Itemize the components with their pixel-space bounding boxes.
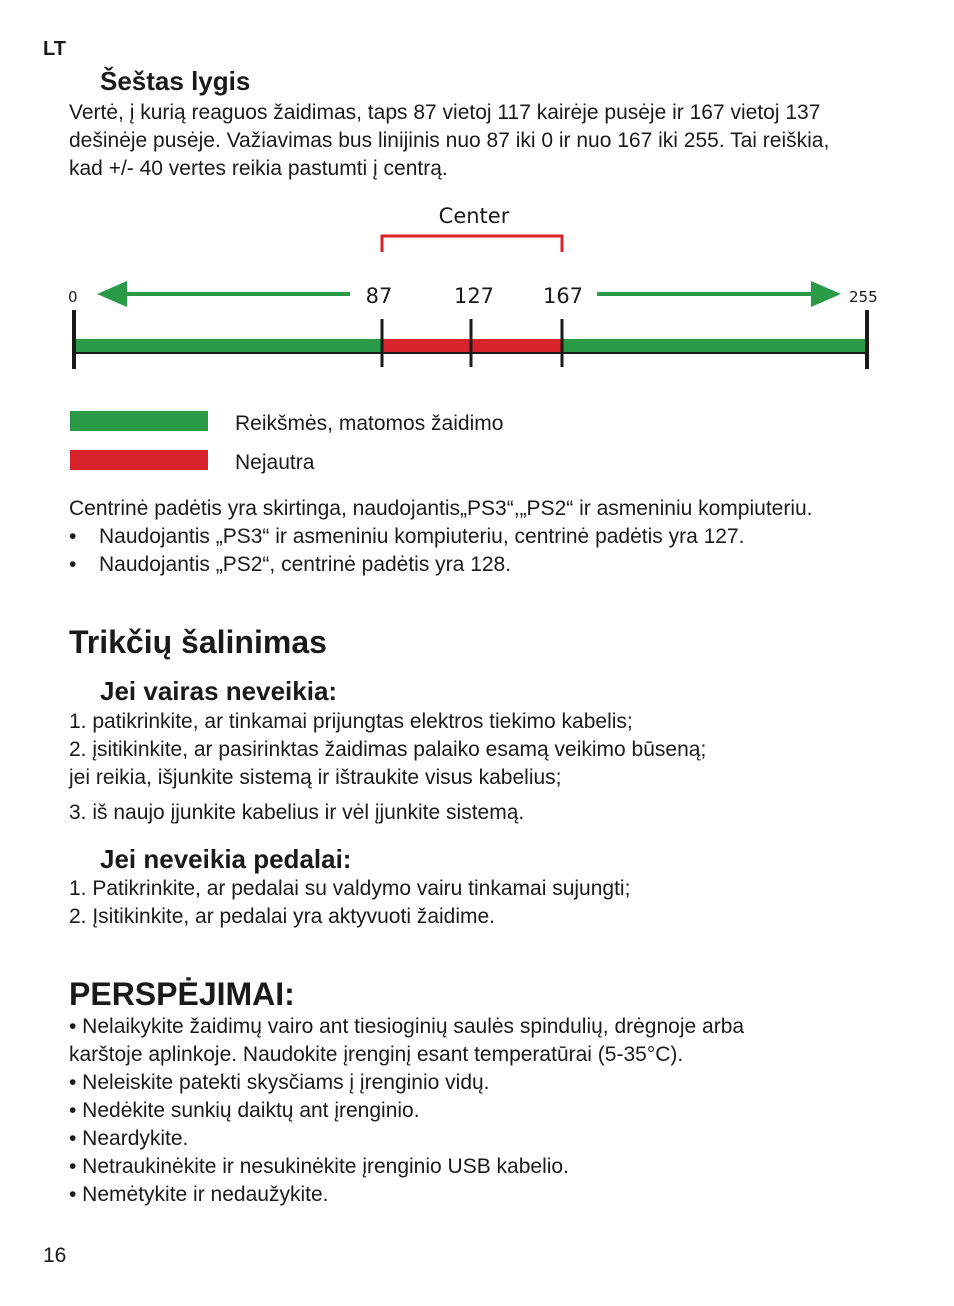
green-range-left <box>74 339 382 353</box>
pedals-steps <box>69 875 929 931</box>
tick-label-167: 167 <box>542 284 584 308</box>
step-line: 2. įsitikinkite, ar pasirinktas žaidimas palaiko esamą veikimo būseną; <box>69 738 707 761</box>
warning-line: • Neardykite. <box>69 1127 189 1150</box>
warning-line: • Nedėkite sunkių daiktų ant įrenginio. <box>69 1099 420 1122</box>
right-arrow-icon <box>597 281 841 307</box>
section-title-troubleshooting: Trikčių šalinimas <box>69 624 327 660</box>
list-item <box>69 523 929 551</box>
level-paragraph <box>69 99 899 183</box>
list-item-text: Naudojantis „PS3“ ir asmeniniu kompiuteriu, centrinė padėtis yra 127. <box>99 525 745 548</box>
page-number: 16 <box>43 1244 67 1267</box>
section-title-level: Šeštas lygis <box>100 66 251 96</box>
step-line: jei reikia, išjunkite sistemą ir ištraukite visus kabelius; <box>69 766 562 789</box>
step-line: 1. Patikrinkite, ar pedalai su valdymo vairu tinkamai sujungti; <box>69 877 631 900</box>
wheel-heading: Jei vairas neveikia: <box>100 676 338 706</box>
center-info <box>69 495 929 579</box>
tick-label-0: 0 <box>68 288 78 306</box>
center-info-intro: Centrinė padėtis yra skirtinga, naudojantis„PS3“,„PS2“ ir asmeniniu kompiuteriu. <box>69 497 813 520</box>
bullet-icon: • <box>69 553 77 576</box>
legend-label-red: Nejautra <box>235 451 315 474</box>
left-arrow-icon <box>97 281 350 307</box>
warning-line: • Neleiskite patekti skysčiams į įrenginio vidų. <box>69 1071 490 1094</box>
warning-line: karštoje aplinkoje. Naudokite įrenginį esant temperatūrai (5-35°C). <box>69 1043 684 1066</box>
step-line: 1. patikrinkite, ar tinkamai prijungtas elektros tiekimo kabelis; <box>69 710 633 733</box>
warning-line: • Nemėtykite ir nedaužykite. <box>69 1183 329 1206</box>
pedals-heading: Jei neveikia pedalai: <box>100 844 352 874</box>
language-code: LT <box>43 38 66 60</box>
legend-label-green: Reikšmės, matomos žaidimo <box>235 412 504 435</box>
dead-zone-diagram <box>0 190 954 380</box>
list-item <box>69 551 929 579</box>
warning-line: • Nelaikykite žaidimų vairo ant tiesioginių saulės spindulių, drėgnoje arba <box>69 1015 745 1038</box>
tick-label-127: 127 <box>453 284 495 308</box>
warning-line: • Netraukinėkite ir nesukinėkite įrenginio USB kabelio. <box>69 1155 569 1178</box>
warnings-list <box>69 1013 929 1209</box>
tick-label-87: 87 <box>365 284 393 308</box>
green-range-right <box>562 339 867 353</box>
center-label: Center <box>438 204 510 228</box>
paragraph-line: kad +/- 40 vertes reikia pastumti į centrą. <box>69 157 448 180</box>
list-item-text: Naudojantis „PS2“, centrinė padėtis yra 128. <box>99 553 512 576</box>
step-line: 2. Įsitikinkite, ar pedalai yra aktyvuoti žaidime. <box>69 905 496 928</box>
step-line: 3. iš naujo įjunkite kabelius ir vėl įjunkite sistemą. <box>69 801 525 824</box>
wheel-steps <box>69 708 929 827</box>
center-bracket <box>382 236 562 252</box>
paragraph-line: dešinėje pusėje. Važiavimas bus linijinis nuo 87 iki 0 ir nuo 167 iki 255. Tai reiškia, <box>69 129 830 152</box>
tick-label-255: 255 <box>849 288 878 306</box>
legend-swatch-red <box>70 450 208 470</box>
section-title-warnings: PERSPĖJIMAI: <box>69 976 295 1012</box>
bullet-icon: • <box>69 525 77 548</box>
paragraph-line: Vertė, į kurią reaguos žaidimas, taps 87 vietoj 117 kairėje pusėje ir 167 vietoj 137 <box>69 101 821 124</box>
legend-swatch-green <box>70 411 208 431</box>
